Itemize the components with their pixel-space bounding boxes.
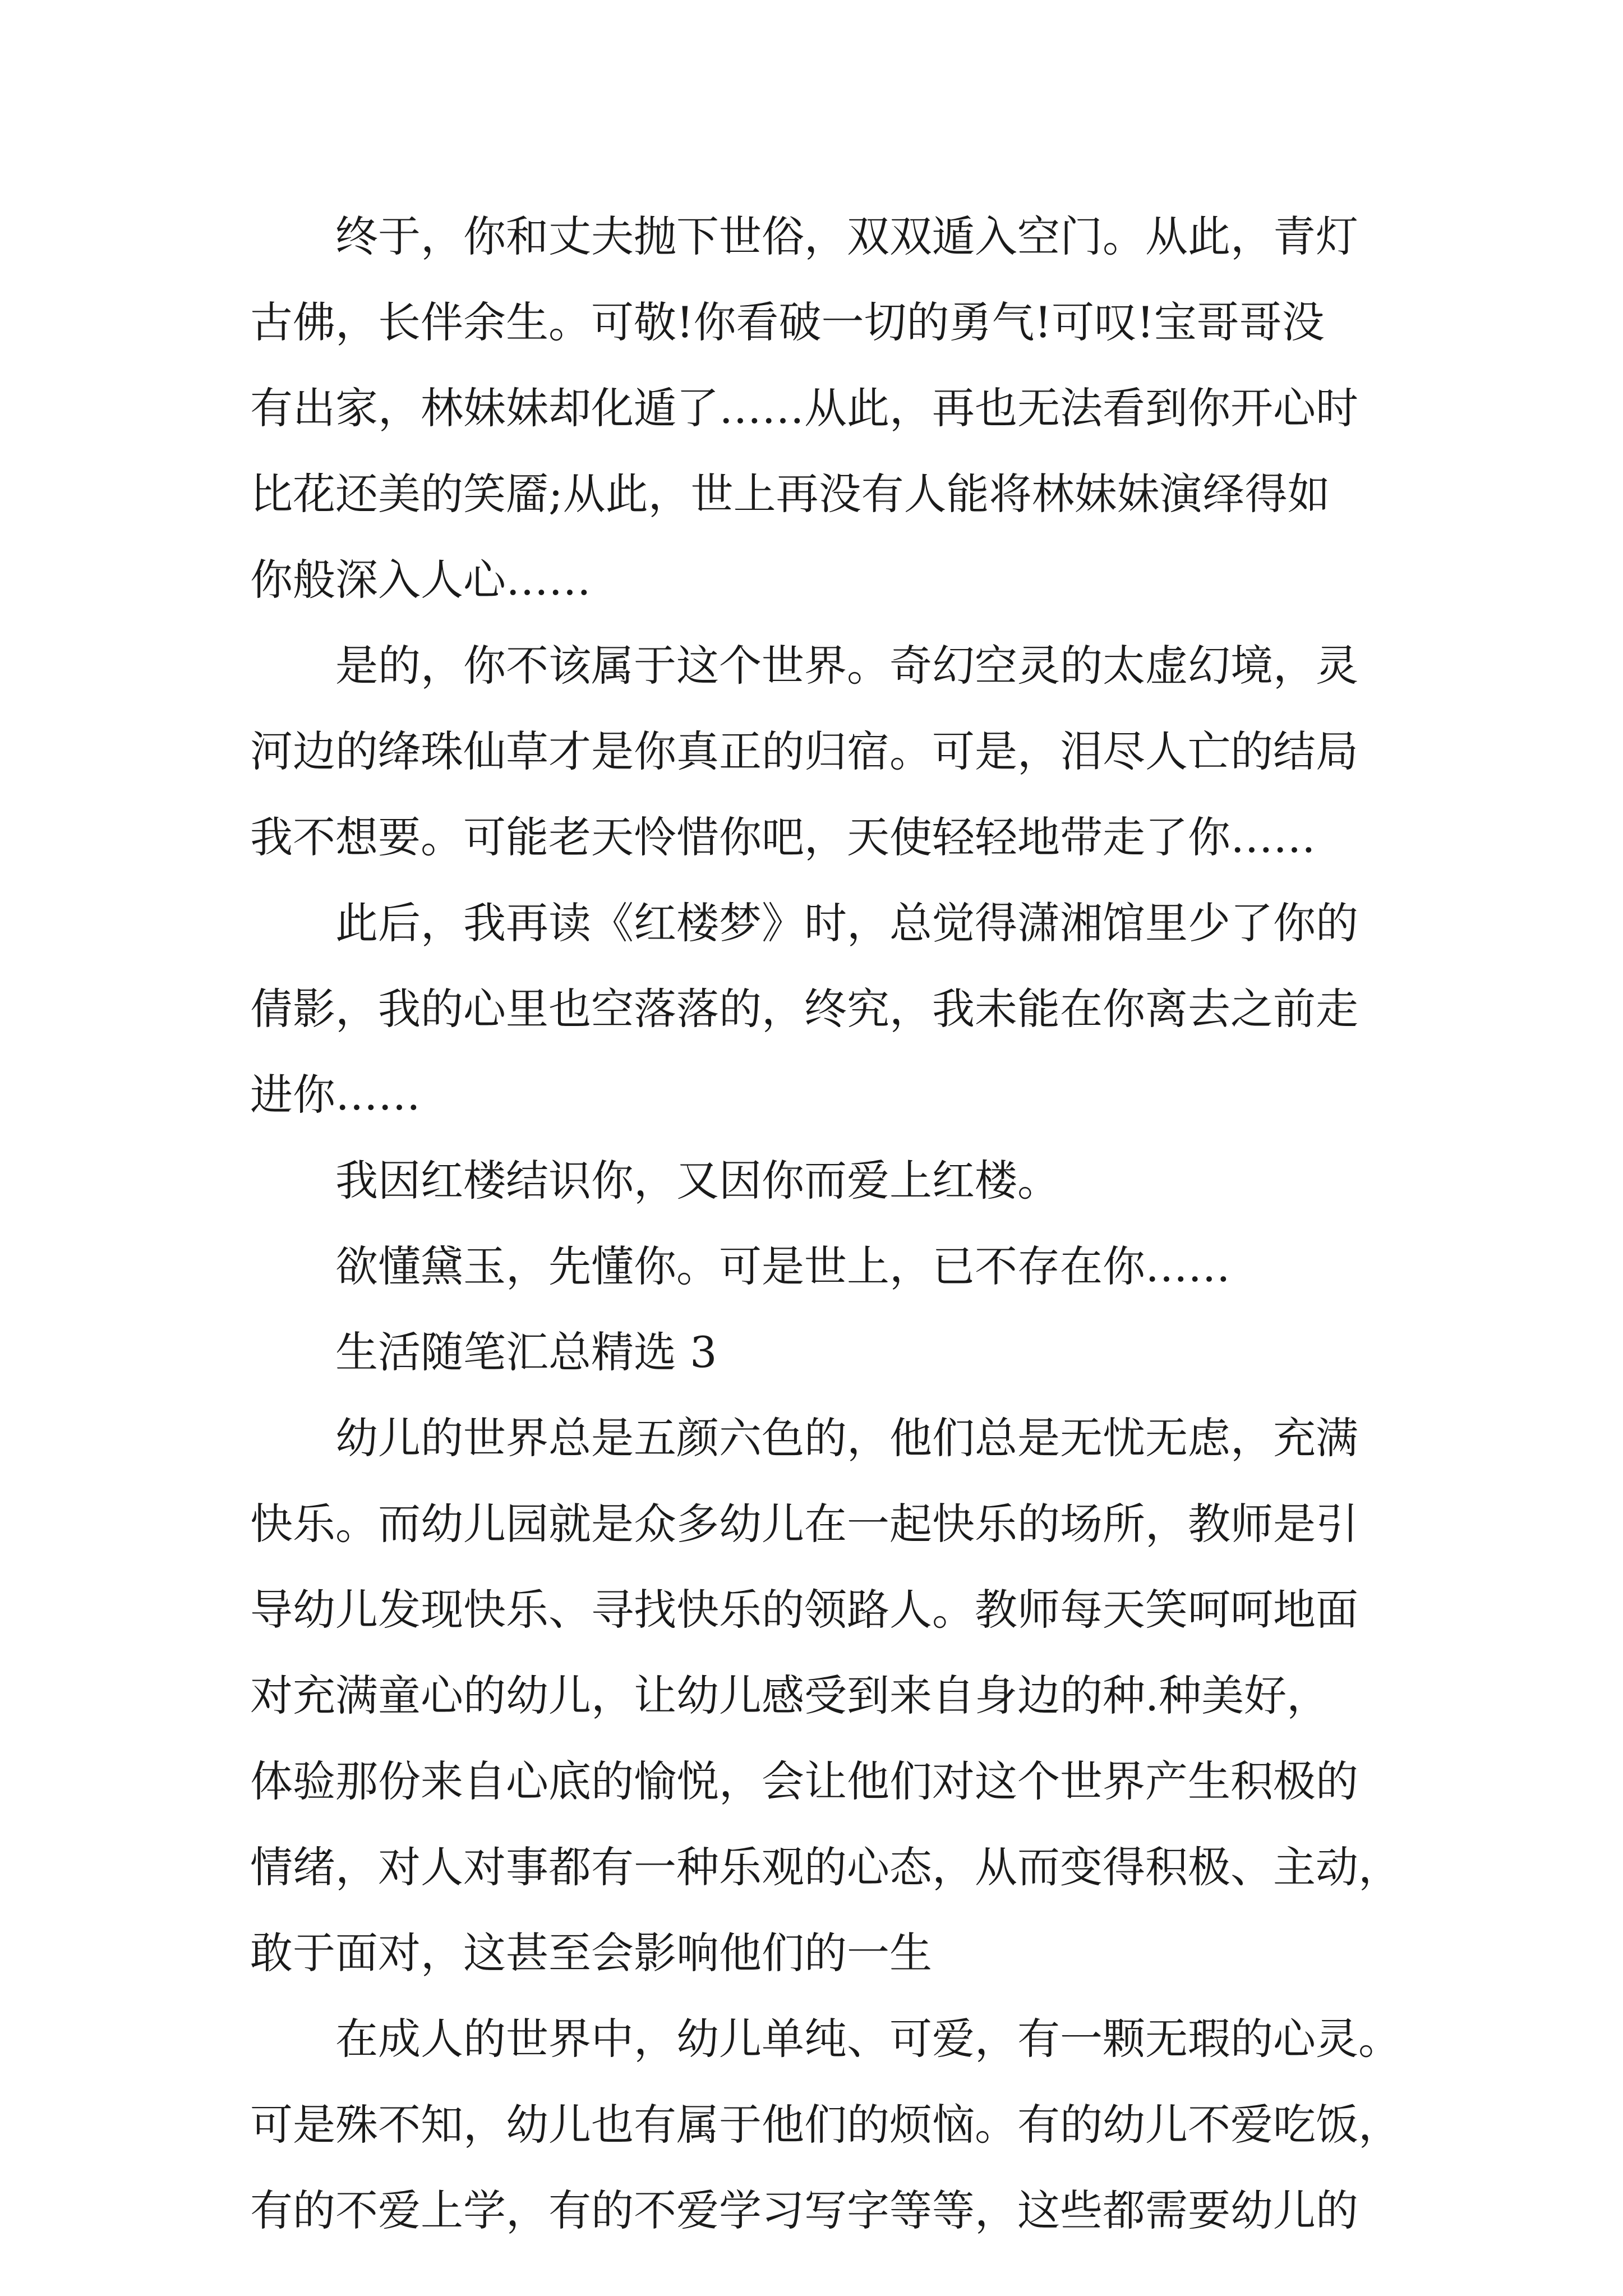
paragraph — [250, 1395, 1401, 1996]
paragraph — [250, 194, 1387, 623]
section-heading — [250, 1309, 1387, 1395]
text-line: 敢于面对，这甚至会影响他们的一生 — [250, 1928, 932, 1978]
text-line: 此后，我再读《红楼梦》时，总觉得潇湘馆里少了你的 — [335, 898, 1358, 948]
text-line: 可是殊不知，幼儿也有属于他们的烦恼。有的幼儿不爱吃饭， — [250, 2100, 1401, 2150]
text-line: 河边的绛珠仙草才是你真正的归宿。可是，泪尽人亡的结局 — [250, 726, 1358, 776]
paragraph — [250, 623, 1387, 880]
text-line: 欲懂黛玉，先懂你。可是世上，已不存在你…… — [335, 1241, 1230, 1291]
text-line: 导幼儿发现快乐、寻找快乐的领路人。教师每天笑呵呵地面 — [250, 1585, 1358, 1635]
text-line: 有的不爱上学，有的不爱学习写字等等，这些都需要幼儿的 — [250, 2185, 1358, 2235]
heading-line: 生活随笔汇总精选 3 — [335, 1327, 717, 1377]
text-line: 在成人的世界中，幼儿单纯、可爱，有一颗无瑕的心灵。 — [335, 2014, 1401, 2064]
text-line: 我不想要。可能老天怜惜你吧，天使轻轻地带走了你…… — [250, 812, 1316, 862]
text-line: 快乐。而幼儿园就是众多幼儿在一起快乐的场所，教师是引 — [250, 1499, 1358, 1549]
text-line: 对充满童心的幼儿，让幼儿感受到来自身边的种.种美好， — [250, 1671, 1330, 1720]
text-line: 情绪，对人对事都有一种乐观的心态，从而变得积极、主动， — [250, 1842, 1401, 1892]
text-line: 幼儿的世界总是五颜六色的，他们总是无忧无虑，充满 — [335, 1413, 1358, 1463]
paragraph — [250, 880, 1387, 1138]
text-line: 有出家，林妹妹却化遁了……从此，再也无法看到你开心时 — [250, 383, 1358, 433]
text-line: 终于，你和丈夫抛下世俗，双双遁入空门。从此，青灯 — [335, 211, 1358, 261]
text-line: 倩影，我的心里也空落落的，终究，我未能在你离去之前走 — [250, 984, 1358, 1034]
paragraph — [250, 1138, 1387, 1223]
text-line: 你般深入人心…… — [250, 555, 591, 605]
text-line: 古佛，长伴余生。可敬!你看破一切的勇气!可叹!宝哥哥没 — [250, 297, 1325, 347]
text-line: 体验那份来自心底的愉悦，会让他们对这个世界产生积极的 — [250, 1756, 1358, 1806]
text-line: 我因红楼结识你，又因你而爱上红楼。 — [335, 1156, 1060, 1205]
paragraph — [250, 1223, 1387, 1309]
text-line: 比花还美的笑靥;从此，世上再没有人能将林妹妹演绎得如 — [250, 469, 1330, 519]
text-line: 是的，你不该属于这个世界。奇幻空灵的太虚幻境，灵 — [335, 641, 1358, 691]
paragraph — [250, 1996, 1401, 2253]
text-line: 进你…… — [250, 1070, 421, 1120]
document-body — [250, 194, 1401, 2253]
